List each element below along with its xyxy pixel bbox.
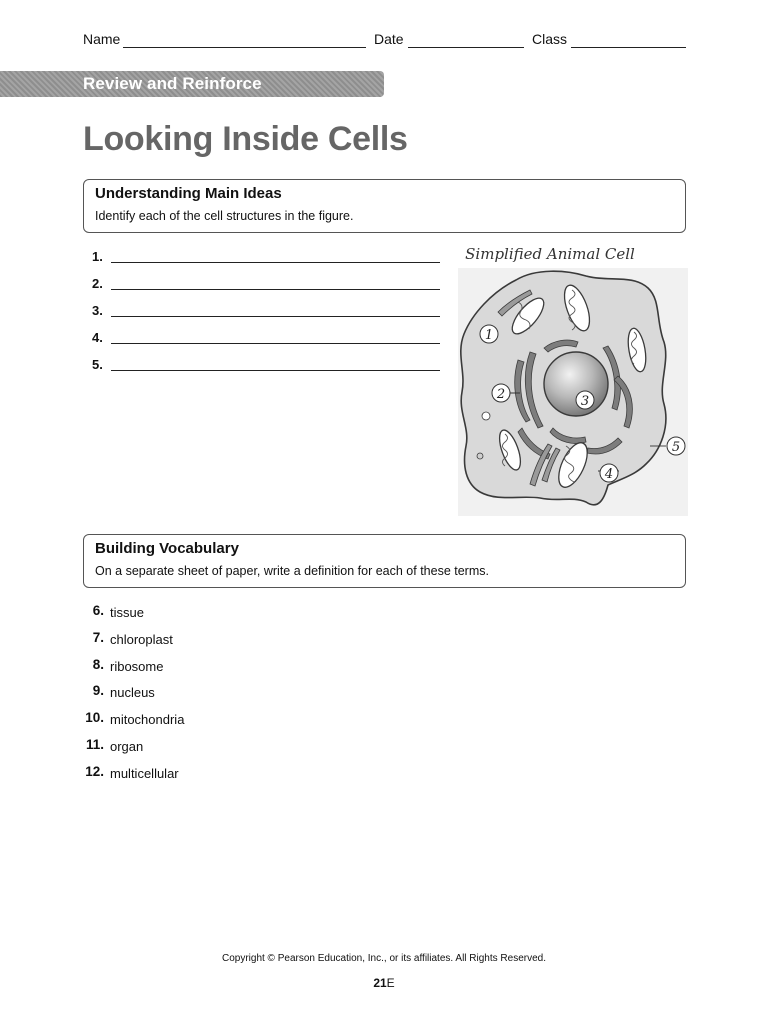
answer-number: 1. <box>92 249 103 264</box>
page-number <box>0 976 768 990</box>
vocab-term: chloroplast <box>110 631 173 647</box>
class-label: Class <box>532 31 568 47</box>
label-3 <box>576 391 594 409</box>
vocabulary-box <box>83 534 686 588</box>
main-ideas-instruction: Identify each of the cell structures in the figure. <box>95 209 354 223</box>
vocabulary-heading: Building Vocabulary <box>95 540 239 557</box>
date-label: Date <box>374 31 404 47</box>
vocab-term: ribosome <box>110 658 164 674</box>
copyright-notice: Copyright © Pearson Education, Inc., or its affiliates. All Rights Reserved. <box>221 953 546 964</box>
nucleus <box>544 352 608 416</box>
answer-row <box>92 302 442 329</box>
vocab-item <box>83 657 383 684</box>
answer-line[interactable] <box>111 370 440 371</box>
vocab-term: tissue <box>110 605 144 620</box>
vocab-item <box>83 710 383 737</box>
vocab-item <box>83 737 383 764</box>
vocab-number: 12. <box>85 763 104 779</box>
answer-line[interactable] <box>111 343 440 344</box>
review-banner <box>0 71 384 97</box>
cell-figure <box>458 240 688 516</box>
vocabulary-list <box>83 603 383 791</box>
svg-text:5: 5 <box>671 440 681 455</box>
vocab-number: 11. <box>85 736 104 752</box>
vocabulary-instruction: On a separate sheet of paper, write a definition for each of these terms. <box>95 564 489 578</box>
answer-row <box>92 275 442 302</box>
vocab-number: 7. <box>92 629 104 645</box>
answer-list <box>92 248 442 383</box>
label-2 <box>492 384 510 402</box>
vocab-item <box>83 764 383 791</box>
student-info-header <box>83 31 686 51</box>
figure-caption: Simplified Animal Cell <box>465 245 635 263</box>
banner-text: Review and Reinforce <box>83 74 262 93</box>
vocab-term: mitochondria <box>110 712 185 728</box>
page-title: Looking Inside Cells <box>83 120 408 158</box>
vocab-term: multicellular <box>110 765 179 781</box>
svg-text:4: 4 <box>604 467 614 482</box>
vocab-term: nucleus <box>110 685 155 701</box>
answer-number: 5. <box>92 357 103 372</box>
svg-text:2: 2 <box>496 387 506 402</box>
name-label: Name <box>83 31 121 47</box>
answer-line[interactable] <box>111 289 440 290</box>
answer-number: 4. <box>92 330 103 345</box>
page-number-value: 21 <box>373 976 387 990</box>
main-ideas-heading: Understanding Main Ideas <box>95 185 282 202</box>
class-field-line[interactable] <box>571 47 686 48</box>
answer-row <box>92 329 442 356</box>
answer-number: 2. <box>92 276 103 291</box>
answer-number: 3. <box>92 303 103 318</box>
answer-line[interactable] <box>111 316 440 317</box>
vocab-number: 6. <box>92 603 104 618</box>
vocab-number: 8. <box>92 656 104 672</box>
vocab-item <box>83 630 383 657</box>
vocab-item <box>83 603 383 630</box>
page-number-suffix: E <box>386 976 395 990</box>
vocab-item <box>83 683 383 710</box>
answer-line[interactable] <box>111 262 440 263</box>
animal-cell-diagram <box>458 240 688 516</box>
name-field-line[interactable] <box>123 47 366 48</box>
answer-row <box>92 248 442 275</box>
svg-text:1: 1 <box>484 328 494 343</box>
label-5 <box>667 437 685 455</box>
vocab-number: 10. <box>85 710 104 726</box>
svg-text:3: 3 <box>580 394 590 409</box>
vocab-number: 9. <box>92 683 104 699</box>
date-field-line[interactable] <box>408 47 524 48</box>
main-ideas-box <box>83 179 686 233</box>
label-4 <box>600 464 618 482</box>
vocab-term: organ <box>110 738 144 754</box>
answer-row <box>92 356 442 383</box>
label-1 <box>480 325 498 343</box>
